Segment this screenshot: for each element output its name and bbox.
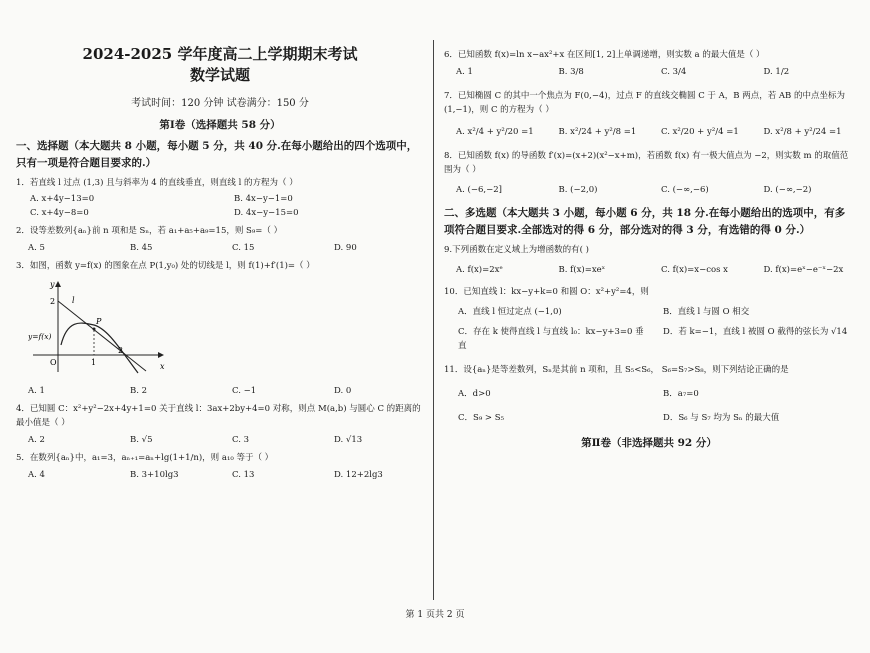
option-d: D. f(x)=eˣ−e⁻ˣ−2x bbox=[763, 265, 844, 275]
question-9-options bbox=[444, 263, 854, 277]
option-b: B. √5 bbox=[130, 435, 153, 445]
option-b: B. x²/24 + y²/8 =1 bbox=[558, 127, 637, 137]
label-2-y: 2 bbox=[50, 297, 56, 306]
option-d: D．S₆ 与 S₇ 均为 Sₙ 的最大值 bbox=[663, 413, 780, 423]
question-4-stem: 4．已知圆 C：x²+y²−2x+4y+1=0 关于直线 l：3ax+2by+4=0 对称，则点 M(a,b) 与圆心 C 的距离的最小值是（ ） bbox=[16, 404, 421, 428]
option-b: B. 3/8 bbox=[558, 67, 584, 77]
label-1: 1 bbox=[91, 358, 97, 367]
label-fx: y=f(x) bbox=[28, 332, 52, 341]
question-7-options bbox=[444, 125, 854, 139]
option-a: A. x+4y−13=0 bbox=[30, 194, 95, 204]
exam-title: 2024-2025 学年度高二上学期期末考试 bbox=[82, 45, 358, 63]
question-3-stem: 3．如图，函数 y=f(x) 的图象在点 P(1,y₀) 处的切线是 l，则 f(1)+f′(1)=（ ） bbox=[16, 261, 315, 271]
question-4-options bbox=[16, 433, 424, 447]
option-d: D. 0 bbox=[334, 386, 352, 396]
option-a: A. 5 bbox=[28, 243, 45, 253]
question-11-options bbox=[444, 387, 854, 425]
option-a: A. f(x)=2xᵉ bbox=[456, 265, 503, 275]
option-d: D. x²/8 + y²/24 =1 bbox=[763, 127, 842, 137]
label-x: x bbox=[160, 362, 165, 371]
x-axis-arrow bbox=[158, 352, 164, 358]
question-8-stem: 8．已知函数 f(x) 的导函数 f′(x)=(x+2)(x²−x+m)，若函数 f(x) 有一极大值点为 −2，则实数 m 的取值范围为（ ） bbox=[444, 151, 849, 175]
option-c: C. −1 bbox=[232, 386, 257, 396]
right-column bbox=[444, 44, 854, 450]
option-c: C. 3/4 bbox=[661, 67, 687, 77]
y-axis-arrow bbox=[55, 281, 61, 287]
question-1-stem: 1．若直线 l 过点 (1,3) 且与斜率为 4 的直线垂直，则直线 l 的方程为（ ） bbox=[16, 178, 298, 188]
label-y: y bbox=[50, 280, 55, 289]
question-5-options bbox=[16, 468, 424, 482]
question-9-stem: 9.下列函数在定义域上为增函数的有( ) bbox=[444, 245, 589, 255]
option-a: A．直线 l 恒过定点 (−1,0) bbox=[458, 307, 562, 317]
tangent-line-l bbox=[58, 301, 146, 371]
question-2-options bbox=[16, 241, 424, 255]
section2-heading: 二、多选题（本大题共 3 小题，每小题 6 分，共 18 分.在每小题给出的选项中，有多项符合题目要求.全部选对的得 6 分，部分选对的得 3 分，有选错的得 0 分.） bbox=[444, 207, 846, 236]
option-d: D. (−∞,−2) bbox=[763, 185, 812, 195]
option-a: A. 1 bbox=[28, 386, 45, 396]
option-b: B．直线 l 与圆 O 相交 bbox=[663, 307, 750, 317]
question-5-stem: 5．在数列{aₙ}中，a₁=3，aₙ₊₁=aₙ+lg(1+1/n)，则 a₁₀ 等于（ ） bbox=[16, 453, 274, 463]
option-c: C. 13 bbox=[232, 470, 255, 480]
option-a: A. (−6,−2] bbox=[456, 185, 502, 195]
part1-heading: 第Ⅰ卷（选择题共 58 分） bbox=[159, 119, 281, 131]
option-b: B．a₇=0 bbox=[663, 389, 699, 399]
option-a: A. 2 bbox=[28, 435, 45, 445]
question-7-stem: 7．已知椭圆 C 的其中一个焦点为 F(0,−4)，过点 F 的直线交椭圆 C 于 A，B 两点，若 AB 的中点坐标为(1,−1)，则 C 的方程为（ ） bbox=[444, 91, 845, 115]
option-d: D．若 k=−1，直线 l 被圆 O 截得的弦长为 √14 bbox=[663, 327, 848, 337]
option-c: C. 15 bbox=[232, 243, 255, 253]
option-d: D. 90 bbox=[334, 243, 357, 253]
question-6-stem: 6．已知函数 f(x)=ln x−ax²+x 在区间[1, 2]上单调递增，则实数 a 的最大值是（ ） bbox=[444, 50, 765, 60]
option-c: C．存在 k 使得直线 l 与直线 l₀：kx−y+3=0 垂直 bbox=[458, 327, 644, 351]
option-c: C. (−∞,−6) bbox=[661, 185, 709, 195]
option-d: D. 12+2lg3 bbox=[334, 470, 383, 480]
part2-heading: 第Ⅱ卷（非选择题共 92 分） bbox=[581, 437, 717, 449]
option-b: B. 4x−y−1=0 bbox=[234, 194, 293, 204]
question-2-stem: 2．设等差数列{aₙ}前 n 项和是 Sₙ，若 a₁+a₅+a₉=15，则 S₉=（ ） bbox=[16, 226, 283, 236]
exam-subtitle: 数学试题 bbox=[189, 66, 250, 84]
option-b: B. (−2,0) bbox=[558, 185, 598, 195]
option-d: D. √13 bbox=[334, 435, 363, 445]
option-a: A. 4 bbox=[28, 470, 45, 480]
page-footer: 第 1 页共 2 页 bbox=[405, 610, 465, 620]
label-l: l bbox=[72, 296, 75, 305]
point-p bbox=[93, 328, 96, 331]
option-d: D. 1/2 bbox=[763, 67, 790, 77]
question-10-stem: 10．已知直线 l：kx−y+k=0 和圆 O：x²+y²=4，则 bbox=[444, 287, 649, 297]
question-1-options bbox=[16, 192, 424, 220]
option-b: B. 2 bbox=[130, 386, 148, 396]
option-a: A. 1 bbox=[456, 67, 473, 77]
left-column bbox=[16, 44, 424, 482]
option-c: C. f(x)=x−cos x bbox=[661, 265, 728, 275]
option-b: B. f(x)=xeˣ bbox=[558, 265, 606, 275]
question-6-options bbox=[444, 65, 854, 79]
label-origin: O bbox=[50, 358, 57, 367]
option-c: C. x+4y−8=0 bbox=[30, 208, 89, 218]
option-d: D. 4x−y−15=0 bbox=[234, 208, 299, 218]
curve-fx bbox=[61, 323, 138, 373]
question-3-options bbox=[16, 384, 424, 398]
question-11-stem: 11．设{aₙ}是等差数列，Sₙ是其前 n 项和，且 S₅<S₆， S₆=S₇>S₈，则下列结论正确的是 bbox=[444, 365, 789, 375]
question-8-options bbox=[444, 183, 854, 197]
label-p: P bbox=[96, 317, 102, 326]
option-a: A．d>0 bbox=[458, 389, 491, 399]
section1-heading: 一、选择题（本大题共 8 小题，每小题 5 分，共 40 分.在每小题给出的四个选项中，只有一项是符合题目要求的.） bbox=[16, 140, 418, 169]
function-graph bbox=[28, 277, 168, 377]
question-3-figure bbox=[28, 277, 424, 381]
question-10-options bbox=[444, 305, 854, 353]
option-a: A. x²/4 + y²/20 =1 bbox=[456, 127, 534, 137]
option-c: C．S₉ > S₅ bbox=[458, 413, 504, 423]
column-divider bbox=[433, 40, 434, 600]
option-b: B. 45 bbox=[130, 243, 153, 253]
option-b: B. 3+10lg3 bbox=[130, 470, 179, 480]
label-2-x: 2 bbox=[118, 346, 124, 355]
option-c: C. x²/20 + y²/4 =1 bbox=[661, 127, 739, 137]
option-c: C. 3 bbox=[232, 435, 250, 445]
exam-info: 考试时间：120 分钟 试卷满分：150 分 bbox=[131, 98, 309, 109]
